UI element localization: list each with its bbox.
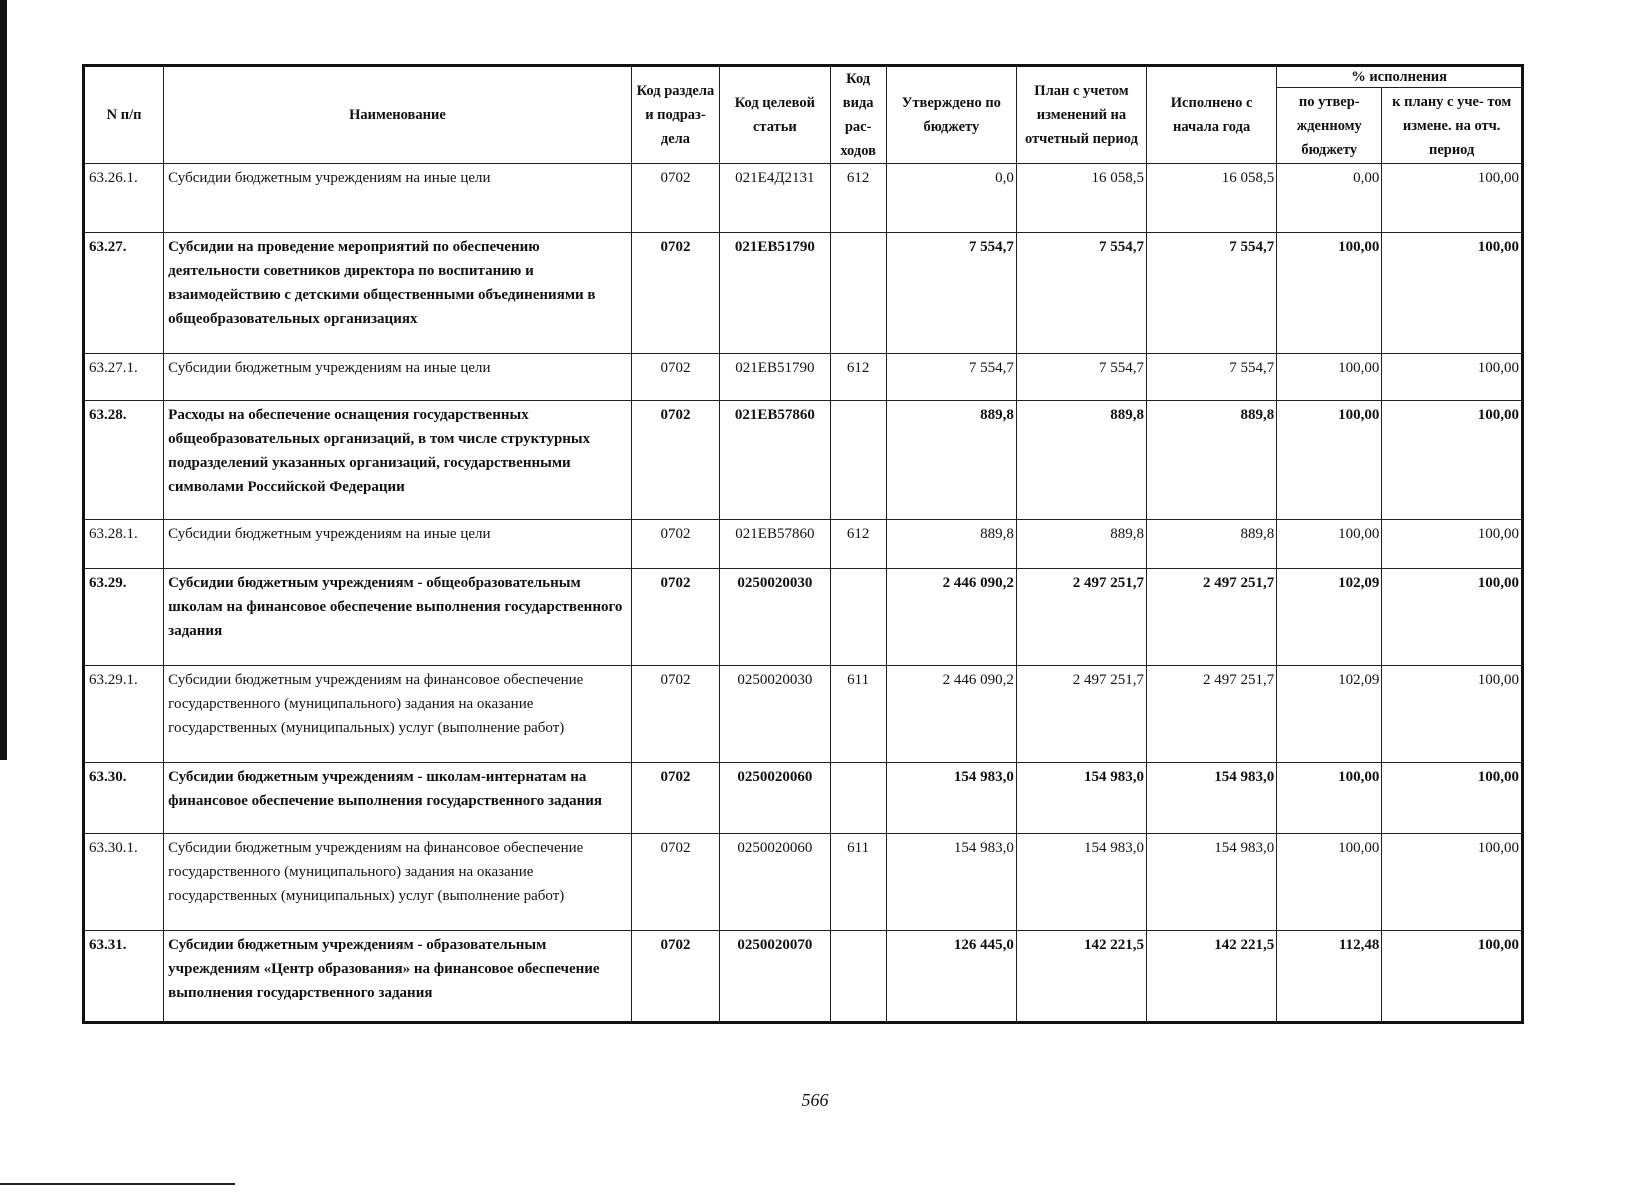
cell-section-code: 0702 — [631, 354, 720, 401]
cell-approved: 7 554,7 — [886, 233, 1016, 354]
cell-number: 63.30.1. — [84, 834, 164, 931]
cell-plan: 2 497 251,7 — [1016, 666, 1146, 763]
header-number: N п/п — [84, 66, 164, 164]
header-pct-budget: по утвер- жденному бюджету — [1277, 88, 1382, 164]
table-row — [84, 401, 1523, 520]
cell-pct-plan: 100,00 — [1382, 520, 1523, 569]
cell-kind-code: 612 — [830, 354, 886, 401]
cell-section-code: 0702 — [631, 763, 720, 834]
cell-pct-plan: 100,00 — [1382, 763, 1523, 834]
cell-pct-budget: 100,00 — [1277, 354, 1382, 401]
cell-kind-code: 612 — [830, 164, 886, 233]
cell-number: 63.29.1. — [84, 666, 164, 763]
cell-executed: 2 497 251,7 — [1147, 569, 1277, 666]
cell-executed: 889,8 — [1147, 520, 1277, 569]
cell-target-code: 0250020030 — [720, 666, 830, 763]
cell-target-code: 021ЕВ57860 — [720, 401, 830, 520]
cell-plan: 7 554,7 — [1016, 233, 1146, 354]
table-row — [84, 520, 1523, 569]
cell-number: 63.30. — [84, 763, 164, 834]
cell-kind-code: 611 — [830, 834, 886, 931]
cell-target-code: 0250020060 — [720, 834, 830, 931]
cell-approved: 126 445,0 — [886, 931, 1016, 1023]
header-name: Наименование — [164, 66, 632, 164]
cell-target-code: 021ЕВ51790 — [720, 233, 830, 354]
cell-kind-code — [830, 401, 886, 520]
cell-plan: 7 554,7 — [1016, 354, 1146, 401]
header-executed: Исполнено с начала года — [1147, 66, 1277, 164]
cell-pct-plan: 100,00 — [1382, 834, 1523, 931]
cell-target-code: 0250020060 — [720, 763, 830, 834]
cell-target-code: 021Е4Д2131 — [720, 164, 830, 233]
table-row — [84, 569, 1523, 666]
cell-kind-code: 612 — [830, 520, 886, 569]
table-row — [84, 354, 1523, 401]
cell-pct-budget: 0,00 — [1277, 164, 1382, 233]
cell-pct-budget: 100,00 — [1277, 401, 1382, 520]
header-pct-plan: к плану с уче- том измене. на отч. период — [1382, 88, 1523, 164]
cell-approved: 2 446 090,2 — [886, 569, 1016, 666]
cell-pct-plan: 100,00 — [1382, 931, 1523, 1023]
cell-number: 63.26.1. — [84, 164, 164, 233]
header-percent-execution: % исполнения — [1277, 66, 1523, 88]
cell-target-code: 0250020030 — [720, 569, 830, 666]
cell-number: 63.29. — [84, 569, 164, 666]
cell-section-code: 0702 — [631, 164, 720, 233]
cell-approved: 2 446 090,2 — [886, 666, 1016, 763]
cell-name: Субсидии бюджетным учреждениям - общеобразовательным школам на финансовое обеспечение выполнения государственного задания — [164, 569, 632, 666]
cell-section-code: 0702 — [631, 931, 720, 1023]
cell-pct-plan: 100,00 — [1382, 354, 1523, 401]
table-row — [84, 763, 1523, 834]
cell-plan: 154 983,0 — [1016, 763, 1146, 834]
cell-pct-plan: 100,00 — [1382, 569, 1523, 666]
cell-number: 63.31. — [84, 931, 164, 1023]
cell-section-code: 0702 — [631, 520, 720, 569]
cell-section-code: 0702 — [631, 666, 720, 763]
cell-number: 63.27. — [84, 233, 164, 354]
scan-edge-left — [0, 0, 7, 760]
cell-kind-code — [830, 233, 886, 354]
cell-pct-budget: 100,00 — [1277, 520, 1382, 569]
cell-target-code: 021ЕВ51790 — [720, 354, 830, 401]
cell-executed: 2 497 251,7 — [1147, 666, 1277, 763]
cell-executed: 142 221,5 — [1147, 931, 1277, 1023]
table-row — [84, 164, 1523, 233]
table-row — [84, 931, 1523, 1023]
cell-plan: 2 497 251,7 — [1016, 569, 1146, 666]
budget-execution-table — [82, 64, 1524, 1024]
cell-executed: 154 983,0 — [1147, 763, 1277, 834]
table-body — [84, 164, 1523, 1023]
cell-pct-plan: 100,00 — [1382, 666, 1523, 763]
cell-section-code: 0702 — [631, 834, 720, 931]
table-row — [84, 834, 1523, 931]
cell-section-code: 0702 — [631, 233, 720, 354]
cell-pct-plan: 100,00 — [1382, 401, 1523, 520]
cell-plan: 889,8 — [1016, 401, 1146, 520]
cell-approved: 7 554,7 — [886, 354, 1016, 401]
cell-approved: 889,8 — [886, 520, 1016, 569]
cell-kind-code — [830, 763, 886, 834]
cell-approved: 889,8 — [886, 401, 1016, 520]
cell-section-code: 0702 — [631, 569, 720, 666]
cell-name: Расходы на обеспечение оснащения государственных общеобразовательных организаций, в том числе структурных подразделений указанных организаций, государственными символами Российской Федерации — [164, 401, 632, 520]
cell-approved: 154 983,0 — [886, 763, 1016, 834]
cell-pct-budget: 100,00 — [1277, 763, 1382, 834]
footnote-rule — [0, 1183, 235, 1185]
cell-name: Субсидии бюджетным учреждениям на финансовое обеспечение государственного (муниципального) задания на оказание государственных (муниципальных) услуг (выполнение работ) — [164, 834, 632, 931]
cell-kind-code — [830, 931, 886, 1023]
cell-executed: 16 058,5 — [1147, 164, 1277, 233]
cell-section-code: 0702 — [631, 401, 720, 520]
cell-target-code: 0250020070 — [720, 931, 830, 1023]
page-number: 566 — [801, 1090, 829, 1110]
cell-name: Субсидии бюджетным учреждениям на иные цели — [164, 164, 632, 233]
header-plan: План с учетом изменений на отчетный период — [1016, 66, 1146, 164]
header-approved: Утверждено по бюджету — [886, 66, 1016, 164]
cell-name: Субсидии бюджетным учреждениям на иные цели — [164, 520, 632, 569]
cell-pct-plan: 100,00 — [1382, 164, 1523, 233]
table-row — [84, 666, 1523, 763]
cell-name: Субсидии бюджетным учреждениям - образовательным учреждениям «Центр образования» на финансовое обеспечение выполнения государственного задания — [164, 931, 632, 1023]
header-section-code: Код раздела и подраз- дела — [631, 66, 720, 164]
cell-plan: 16 058,5 — [1016, 164, 1146, 233]
cell-executed: 889,8 — [1147, 401, 1277, 520]
header-kind-code: Код вида рас- ходов — [830, 66, 886, 164]
cell-number: 63.28. — [84, 401, 164, 520]
cell-plan: 154 983,0 — [1016, 834, 1146, 931]
cell-name: Субсидии бюджетным учреждениям - школам-интернатам на финансовое обеспечение выполнения государственного задания — [164, 763, 632, 834]
table-row — [84, 233, 1523, 354]
cell-pct-plan: 100,00 — [1382, 233, 1523, 354]
cell-kind-code — [830, 569, 886, 666]
cell-executed: 7 554,7 — [1147, 354, 1277, 401]
cell-pct-budget: 102,09 — [1277, 569, 1382, 666]
cell-pct-budget: 112,48 — [1277, 931, 1382, 1023]
cell-number: 63.28.1. — [84, 520, 164, 569]
cell-target-code: 021ЕВ57860 — [720, 520, 830, 569]
header-target-code: Код целевой статьи — [720, 66, 830, 164]
cell-pct-budget: 100,00 — [1277, 233, 1382, 354]
cell-pct-budget: 102,09 — [1277, 666, 1382, 763]
cell-name: Субсидии бюджетным учреждениям на иные цели — [164, 354, 632, 401]
cell-executed: 7 554,7 — [1147, 233, 1277, 354]
cell-plan: 142 221,5 — [1016, 931, 1146, 1023]
cell-name: Субсидии на проведение мероприятий по обеспечению деятельности советников директора по воспитанию и взаимодействию с детскими общественными объединениями в общеобразовательных организациях — [164, 233, 632, 354]
cell-number: 63.27.1. — [84, 354, 164, 401]
table-header — [84, 66, 1523, 164]
cell-approved: 154 983,0 — [886, 834, 1016, 931]
cell-executed: 154 983,0 — [1147, 834, 1277, 931]
cell-name: Субсидии бюджетным учреждениям на финансовое обеспечение государственного (муниципального) задания на оказание государственных (муниципальных) услуг (выполнение работ) — [164, 666, 632, 763]
cell-approved: 0,0 — [886, 164, 1016, 233]
cell-kind-code: 611 — [830, 666, 886, 763]
cell-plan: 889,8 — [1016, 520, 1146, 569]
cell-pct-budget: 100,00 — [1277, 834, 1382, 931]
